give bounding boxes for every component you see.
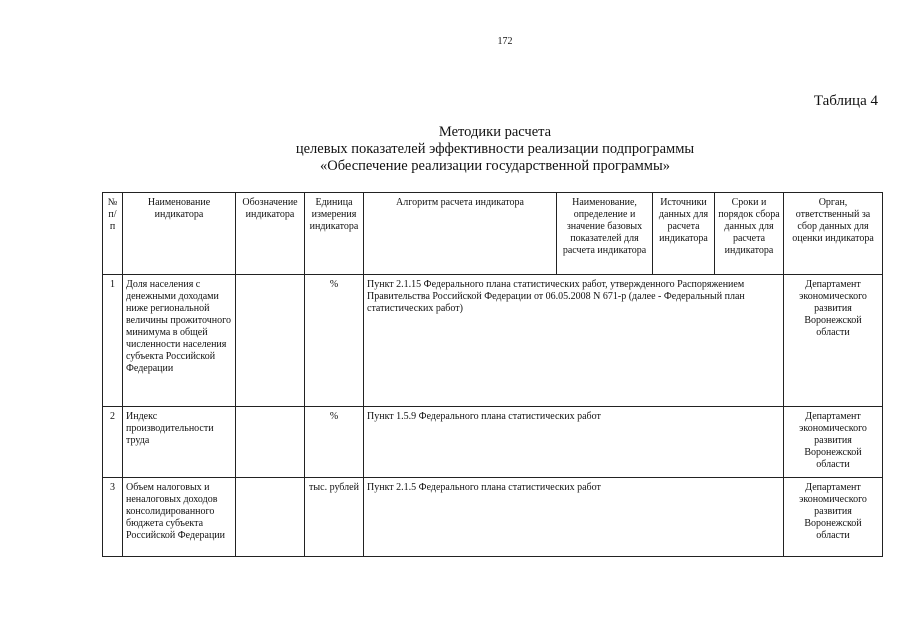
- header-row: [103, 193, 883, 275]
- header-base-indicators: Наименование, определение и значение базовых показателей для расчета индикатора: [557, 193, 653, 275]
- row-algorithm: Пункт 2.1.5 Федерального плана статистических работ: [364, 478, 784, 557]
- row-num: 3: [103, 478, 123, 557]
- indicators-table: [102, 192, 883, 557]
- header-name: Наименование индикатора: [123, 193, 236, 275]
- row-algorithm: Пункт 2.1.15 Федерального плана статистических работ, утвержденного Распоряжением Правительства Российской Федерации от 06.05.2008 N 671-р (далее - Федеральный план статистических работ): [364, 275, 784, 407]
- row-num: 1: [103, 275, 123, 407]
- row-unit: %: [305, 407, 364, 478]
- row-name: Объем налоговых и неналоговых доходов консолидированного бюджета субъекта Российской Федерации: [123, 478, 236, 557]
- header-terms: Сроки и порядок сбора данных для расчета индикатора: [715, 193, 784, 275]
- table-row: [103, 478, 883, 557]
- row-designation: [236, 275, 305, 407]
- row-num: 2: [103, 407, 123, 478]
- row-organ: Департамент экономического развития Воронежской области: [784, 478, 883, 557]
- row-designation: [236, 478, 305, 557]
- table-label: Таблица 4: [813, 93, 878, 109]
- row-name: Доля населения с денежными доходами ниже региональной величины прожиточного минимума в общей численности населения субъекта Российской Федерации: [123, 275, 236, 407]
- header-organ: Орган, ответственный за сбор данных для оценки индикатора: [784, 193, 883, 275]
- title-line-3: «Обеспечение реализации государственной программы»: [320, 158, 670, 174]
- header-designation: Обозначение индикатора: [236, 193, 305, 275]
- table-row: [103, 407, 883, 478]
- row-unit: %: [305, 275, 364, 407]
- row-name: Индекс производительности труда: [123, 407, 236, 478]
- document-title: [0, 124, 905, 175]
- row-organ: Департамент экономического развития Воронежской области: [784, 407, 883, 478]
- header-algorithm: Алгоритм расчета индикатора: [364, 193, 557, 275]
- header-unit: Единица измерения индикатора: [305, 193, 364, 275]
- table-row: [103, 275, 883, 407]
- title-line-2: целевых показателей эффективности реализации подпрограммы: [295, 141, 695, 157]
- page-number: 172: [497, 36, 513, 47]
- row-organ: Департамент экономического развития Воронежской области: [784, 275, 883, 407]
- header-num: № п/п: [103, 193, 123, 275]
- header-sources: Источники данных для расчета индикатора: [653, 193, 715, 275]
- row-unit: тыс. рублей: [305, 478, 364, 557]
- title-line-1: Методики расчета: [438, 124, 552, 140]
- row-algorithm: Пункт 1.5.9 Федерального плана статистических работ: [364, 407, 784, 478]
- row-designation: [236, 407, 305, 478]
